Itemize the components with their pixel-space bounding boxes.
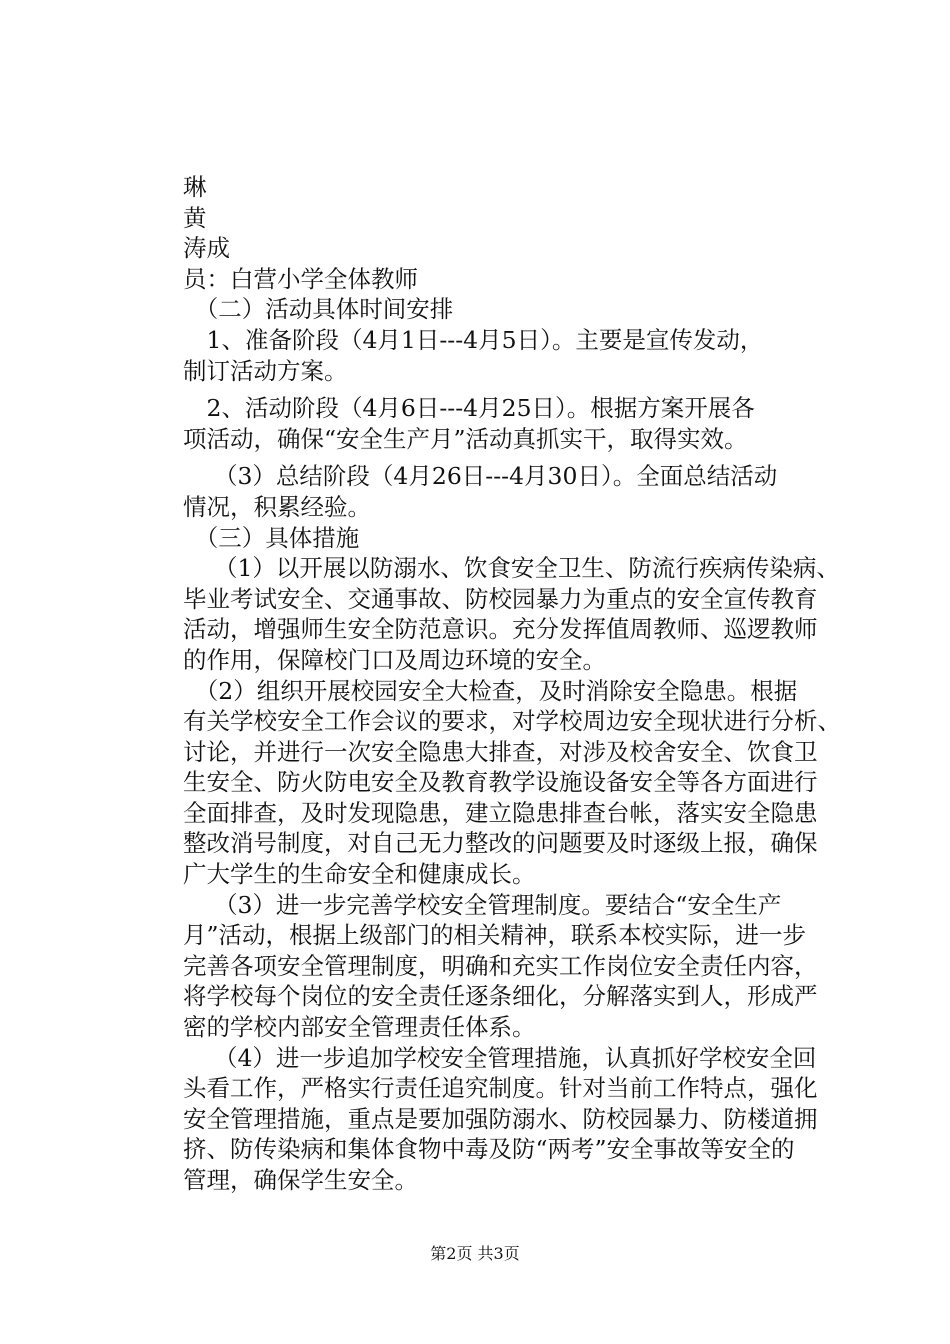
text-line: 将学校每个岗位的安全责任逐条细化，分解落实到人，形成严 <box>183 982 818 1011</box>
text-line: 整改消号制度，对自己无力整改的问题要及时逐级上报，确保 <box>183 829 818 858</box>
text-line: 完善各项安全管理制度，明确和充实工作岗位安全责任内容， <box>183 951 818 980</box>
text-line: 广大学生的生命安全和健康成长。 <box>183 860 536 889</box>
text-line: 琳 <box>183 173 207 201</box>
text-line: （3）总结阶段（4月26日---4月30日）。全面总结活动 <box>183 462 778 491</box>
section-heading: （三）具体措施 <box>183 523 360 552</box>
text-line: 情况，积累经验。 <box>183 492 371 521</box>
text-line: 讨论，并进行一次安全隐患大排查，对涉及校舍安全、饮食卫 <box>183 737 818 766</box>
text-line: 员：白营小学全体教师 <box>183 264 418 293</box>
text-line: （4）进一步追加学校安全管理措施，认真抓好学校安全回 <box>183 1043 817 1072</box>
text-line: 密的学校内部安全管理责任体系。 <box>183 1013 536 1042</box>
text-line: （1）以开展以防溺水、饮食安全卫生、防流行疾病传染病、 <box>183 554 840 583</box>
text-line: 项活动，确保“安全生产月”活动真抓实干，取得实效。 <box>183 424 748 453</box>
page-number-footer: 第2页 共3页 <box>430 1244 520 1263</box>
text-line: 黄 <box>183 203 207 232</box>
text-line: 毕业考试安全、交通事故、防校园暴力为重点的安全宣传教育 <box>183 584 818 613</box>
text-line: 2、活动阶段（4月6日---4月25日）。根据方案开展各 <box>183 394 755 423</box>
text-line: 涛成 <box>183 234 230 263</box>
text-line: （3）进一步完善学校安全管理制度。要结合“安全生产 <box>183 890 782 919</box>
text-line: （2）组织开展校园安全大检查，及时消除安全隐患。根据 <box>183 676 798 705</box>
text-line: 挤、防传染病和集体食物中毒及防“两考”安全事故等安全的 <box>183 1135 795 1164</box>
text-line: 管理，确保学生安全。 <box>183 1166 418 1194</box>
text-line: 生安全、防火防电安全及教育教学设施设备安全等各方面进行 <box>183 768 818 797</box>
section-heading: （二）活动具体时间安排 <box>183 295 454 324</box>
text-line: 头看工作，严格实行责任追究制度。针对当前工作特点，强化 <box>183 1074 818 1103</box>
text-line: 全面排查，及时发现隐患，建立隐患排查台帐，落实安全隐患 <box>183 798 818 827</box>
text-line: 的作用，保障校门口及周边环境的安全。 <box>183 645 606 674</box>
text-line: 制订活动方案。 <box>183 356 348 385</box>
text-line: 月”活动，根据上级部门的相关精神，联系本校实际，进一步 <box>183 921 807 950</box>
document-body <box>183 172 843 1196</box>
text-line: 活动，增强师生安全防范意识。充分发挥值周教师、巡逻教师 <box>183 615 818 644</box>
text-line: 1、准备阶段（4月1日---4月5日）。主要是宣传发动， <box>183 325 764 354</box>
text-line: 安全管理措施，重点是要加强防溺水、防校园暴力、防楼道拥 <box>183 1104 818 1133</box>
text-line: 有关学校安全工作会议的要求，对学校周边安全现状进行分析、 <box>183 707 841 736</box>
